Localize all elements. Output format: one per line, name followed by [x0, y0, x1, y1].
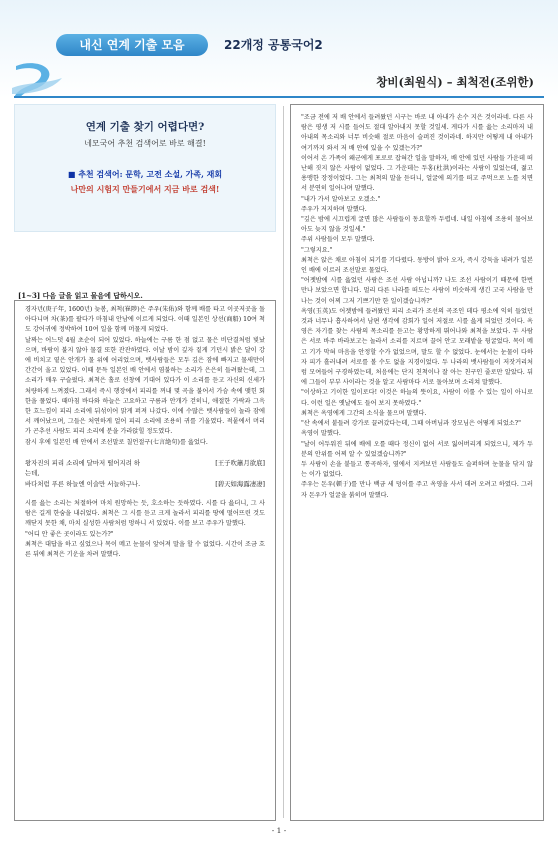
verse-block [25, 458, 265, 489]
promo-cta: 나만의 시험지 만들기에서 지금 바로 검색! [70, 184, 220, 194]
paragraph: 최척은 앉은 채로 아침이 되기를 기다렸다. 동방이 밝아 오자, 즉시 강둑을 내려가 일본인 배에 이르러 조선말로 물었다. [301, 256, 533, 275]
swoosh-logo-icon [6, 60, 66, 100]
paragraph: 두 사람이 손을 붙들고 통곡하자, 옆에서 지켜보던 사람들도 슬퍼하며 눈물을 닦지 않는 이가 없었다. [301, 460, 533, 479]
paragraph: 옥영이 말했다. [301, 430, 341, 438]
paragraph: "그렇지요." [301, 246, 333, 254]
header-subtitle: 22개정 공통국어2 [224, 38, 323, 52]
paragraph: 최척은 옥영에게 그간의 소식을 물으며 말했다. [301, 409, 427, 417]
passage-right [291, 105, 543, 501]
paragraph: 시를 읊는 소리는 처절하여 마치 원망하는 듯, 호소하는 듯하였다. 시를 다 읊더니, 그 사람은 길게 한숨을 내쉬었다. 최척은 그 시를 듣고 크게 놀라서 피리를 땅에 떨어뜨린 것도 깨닫지 못한 채, 마치 실성한 사람처럼 멍하니 서 있었다. 이를 보고 주우가 말했다. [25, 500, 265, 528]
column-divider [283, 106, 284, 818]
promo-heading: 연계 기출 찾기 어렵다면? [85, 121, 205, 133]
header-badge: 내신 연계 기출 모음 [56, 34, 208, 56]
promo-subheading: 네모국어 추천 검색어로 바로 해결! [84, 139, 206, 148]
paragraph: 주우가 저지하며 말했다. [301, 205, 367, 213]
promo-keywords: ■ 추천 검색어: 문학, 고전 소설, 가족, 재회 [67, 169, 223, 179]
verse-line: 왕자진의 피리 소리에 달마저 떨어지려 하 [王子吹簫月欲底] [25, 458, 265, 467]
promo-box [14, 104, 276, 232]
passage-box-left [14, 300, 276, 821]
paragraph: 주우는 돈우(頓于)를 만나 백금 세 덩이를 주고 옥영을 사서 데려 오려고 하였다. 그러자 돈우가 얼굴을 붉히며 말했다. [301, 481, 533, 499]
paragraph: "어디 안 좋은 곳이라도 있는가?" [25, 530, 114, 538]
paragraph: 최척은 대답을 하고 싶었으나 목이 메고 눈물이 앞어져 말을 할 수 없었다. 시간이 조금 흐른 뒤에 최척은 기운을 차려 말했다. [25, 540, 265, 559]
paragraph: 날짜는 어느덧 4월 초순이 되어 있었다. 하늘에는 구름 한 점 없고 물은 비단결처럼 빛났으며, 바람이 불지 않아 물결 또한 잔잔하였다. 이날 밤이 깊자 짙게 기던시 밝은 달이 강에 비치고 옅은 안개가 물 위에 어리었으며, 뱃사람들은 모두 깊은 잠에 빠지고 물새만이 간간이 울고 있었다. 이때 문득 일본인 배 안에서 염불하는 소리가 은은히 들려왔는데, 그 소리가 매우 구슬펐다. 최척은 홀로 선창에 기대어 있다가 이 소리를 듣고 자신의 신세가 처량하게 느껴졌다. 그래서 즉시 행장에서 피리를 꺼내 몇 곡을 불어서 가슴 속에 맺힌 회한을 풀었다. 때마침 바다와 하늘은 고요하고 구름과 안개가 걷히니, 애절한 가락과 그윽한 흐느낌이 피리 소리에 뒤섞이어 맑게 퍼져 나갔다. 이에 수많은 뱃사람들이 놀라 잠에서 깨어났으며, 그들은 처연하게 얼어 피리 소리에 조용히 귀를 기울였다. 적뭍에서 머리가 곤추선 사람도 피리 소리에 분을 가라앉힐 정도였다. [25, 336, 265, 436]
title-rule [14, 96, 544, 98]
paragraph: 주위 사람들이 모두 말했다. [301, 236, 375, 244]
paragraph: "내가 가서 알아보고 오겠소." [301, 195, 381, 203]
paragraph: "조금 전에 저 배 안에서 들려왔던 시구는 바로 내 아내가 손수 지은 것이라네. 다른 사람은 평생 저 시를 들어도 절대 알아내지 못할 것일세. 게다가 시를 읊는 소리마저 내 아내의 목소리와 너무 비슷해 절로 마음이 슬퍼진 것이라네. 하지만 어떻게 내 아내가 여기까지 와서 저 배 안에 있을 수 있겠는가?" [301, 114, 533, 152]
paragraph: 잠시 후에 일본인 배 안에서 조선말로 칠언절구(七言絶句)를 읊었다. [25, 438, 208, 446]
document-title: 창비(최원식) – 최척전(조위한) [376, 75, 534, 89]
paragraph: 경자년(庚子年, 1600년) 늦봄, 최척(崔陟)은 주우(朱佑)와 함께 배를 타고 이곳저곳을 돌아다니며 차(茶)를 팔다가 마침내 안남에 이르게 되었다. 이때 일본인 상선(商船) 10여 척도 강어귀에 정박하여 10여 일을 함께 머물게 되었다. [25, 306, 265, 334]
paragraph: "산 속에서 붙들려 강가로 끌려갔다는데, 그때 아버님과 장모님은 어떻게 되었소?" [301, 420, 521, 428]
verse-line: 바다처럼 푸른 하늘엔 이슬만 서늘하구나. [碧天如海露凄凄] [25, 479, 265, 488]
paragraph: 이어서 온 가족이 왜군에게 포로로 잡혀간 일을 말하자, 배 안에 있던 사람들 가운데 떠난해 짓지 않은 사람이 없었다. 그 가운데는 두홍(杜洪)이라는 사람이 있었는데, 젊고 용맹한 장정이었다. 그는 최척의 말을 듣더니, 얼굴에 의기를 떠고 주먹으로 노를 치면서 분연히 일어나며 말했다. [301, 154, 533, 193]
paragraph: "깊은 밤에 시끄럽게 굴면 많은 사람들이 동요할까 두렵네. 내일 아침에 조용히 물어보아도 늦지 않을 것일세." [301, 216, 533, 234]
paragraph: "이상하고 기이한 일이로다! 이것은 하늘의 뜻이요, 사람이 이룰 수 있는 일이 아니로다. 이런 일은 옛날에도 들어 보지 못하였다." [301, 389, 533, 407]
question-title: [1~3] 다음 글을 읽고 물음에 답하시오. [18, 291, 143, 300]
page-number: - 1 - [271, 826, 287, 835]
verse-line: 는데, [25, 469, 40, 478]
paragraph: "날이 어두워진 뒤에 배에 오를 때다 정신이 없어 서로 잃어버리게 되었으니, 제가 두 분의 안위를 어찌 알 수 있었겠습니까?" [301, 440, 533, 458]
passage-left [15, 301, 275, 560]
passage-box-right [290, 104, 544, 821]
paragraph: 옥영(玉英)도 어젯밤에 들려왔던 피리 소리가 조선의 곡조인 데다 평소에 익히 들었던 것과 너무나 흡사하여서 남편 생각에 감회가 일어 저절로 시를 읊게 되었던 것이다. 옥영은 자기를 찾는 사람의 목소리를 듣고는 황망하게 뛰어나와 최척을 보았다. 두 사람은 서로 바주 바라보고는 놀라서 소리를 지르며 끌어 안고 모래밭을 뒹굴었다. 목이 메고 기가 막혀 마음을 안정할 수가 없었으며, 말도 할 수 없었다. 눈에서는 눈물이 다하자 피가 흘러내려 서로를 볼 수도 없을 지경이었다. 두 나라의 뱃사람들이 저잣거리처럼 모여들어 구경하였는데, 처음에는 단지 친척이나 잘 아는 친구인 줄로만 알았다. 뒤에 그들이 부부 사이라는 것을 알고 사람마다 서로 돌아보며 소리쳐 말했다. [301, 307, 533, 387]
paragraph: "어젯밤에 시를 읊었던 사람은 조선 사람 아닙니까? 나도 조선 사람이기 때문에 한번 만나 보았으면 합니다. 멀리 다른 나라를 떠도는 사람이 비슷하게 생긴 고국 사람을 만나는 것이 어찌 그저 기쁘기만 한 일이겠습니까?" [301, 277, 533, 305]
